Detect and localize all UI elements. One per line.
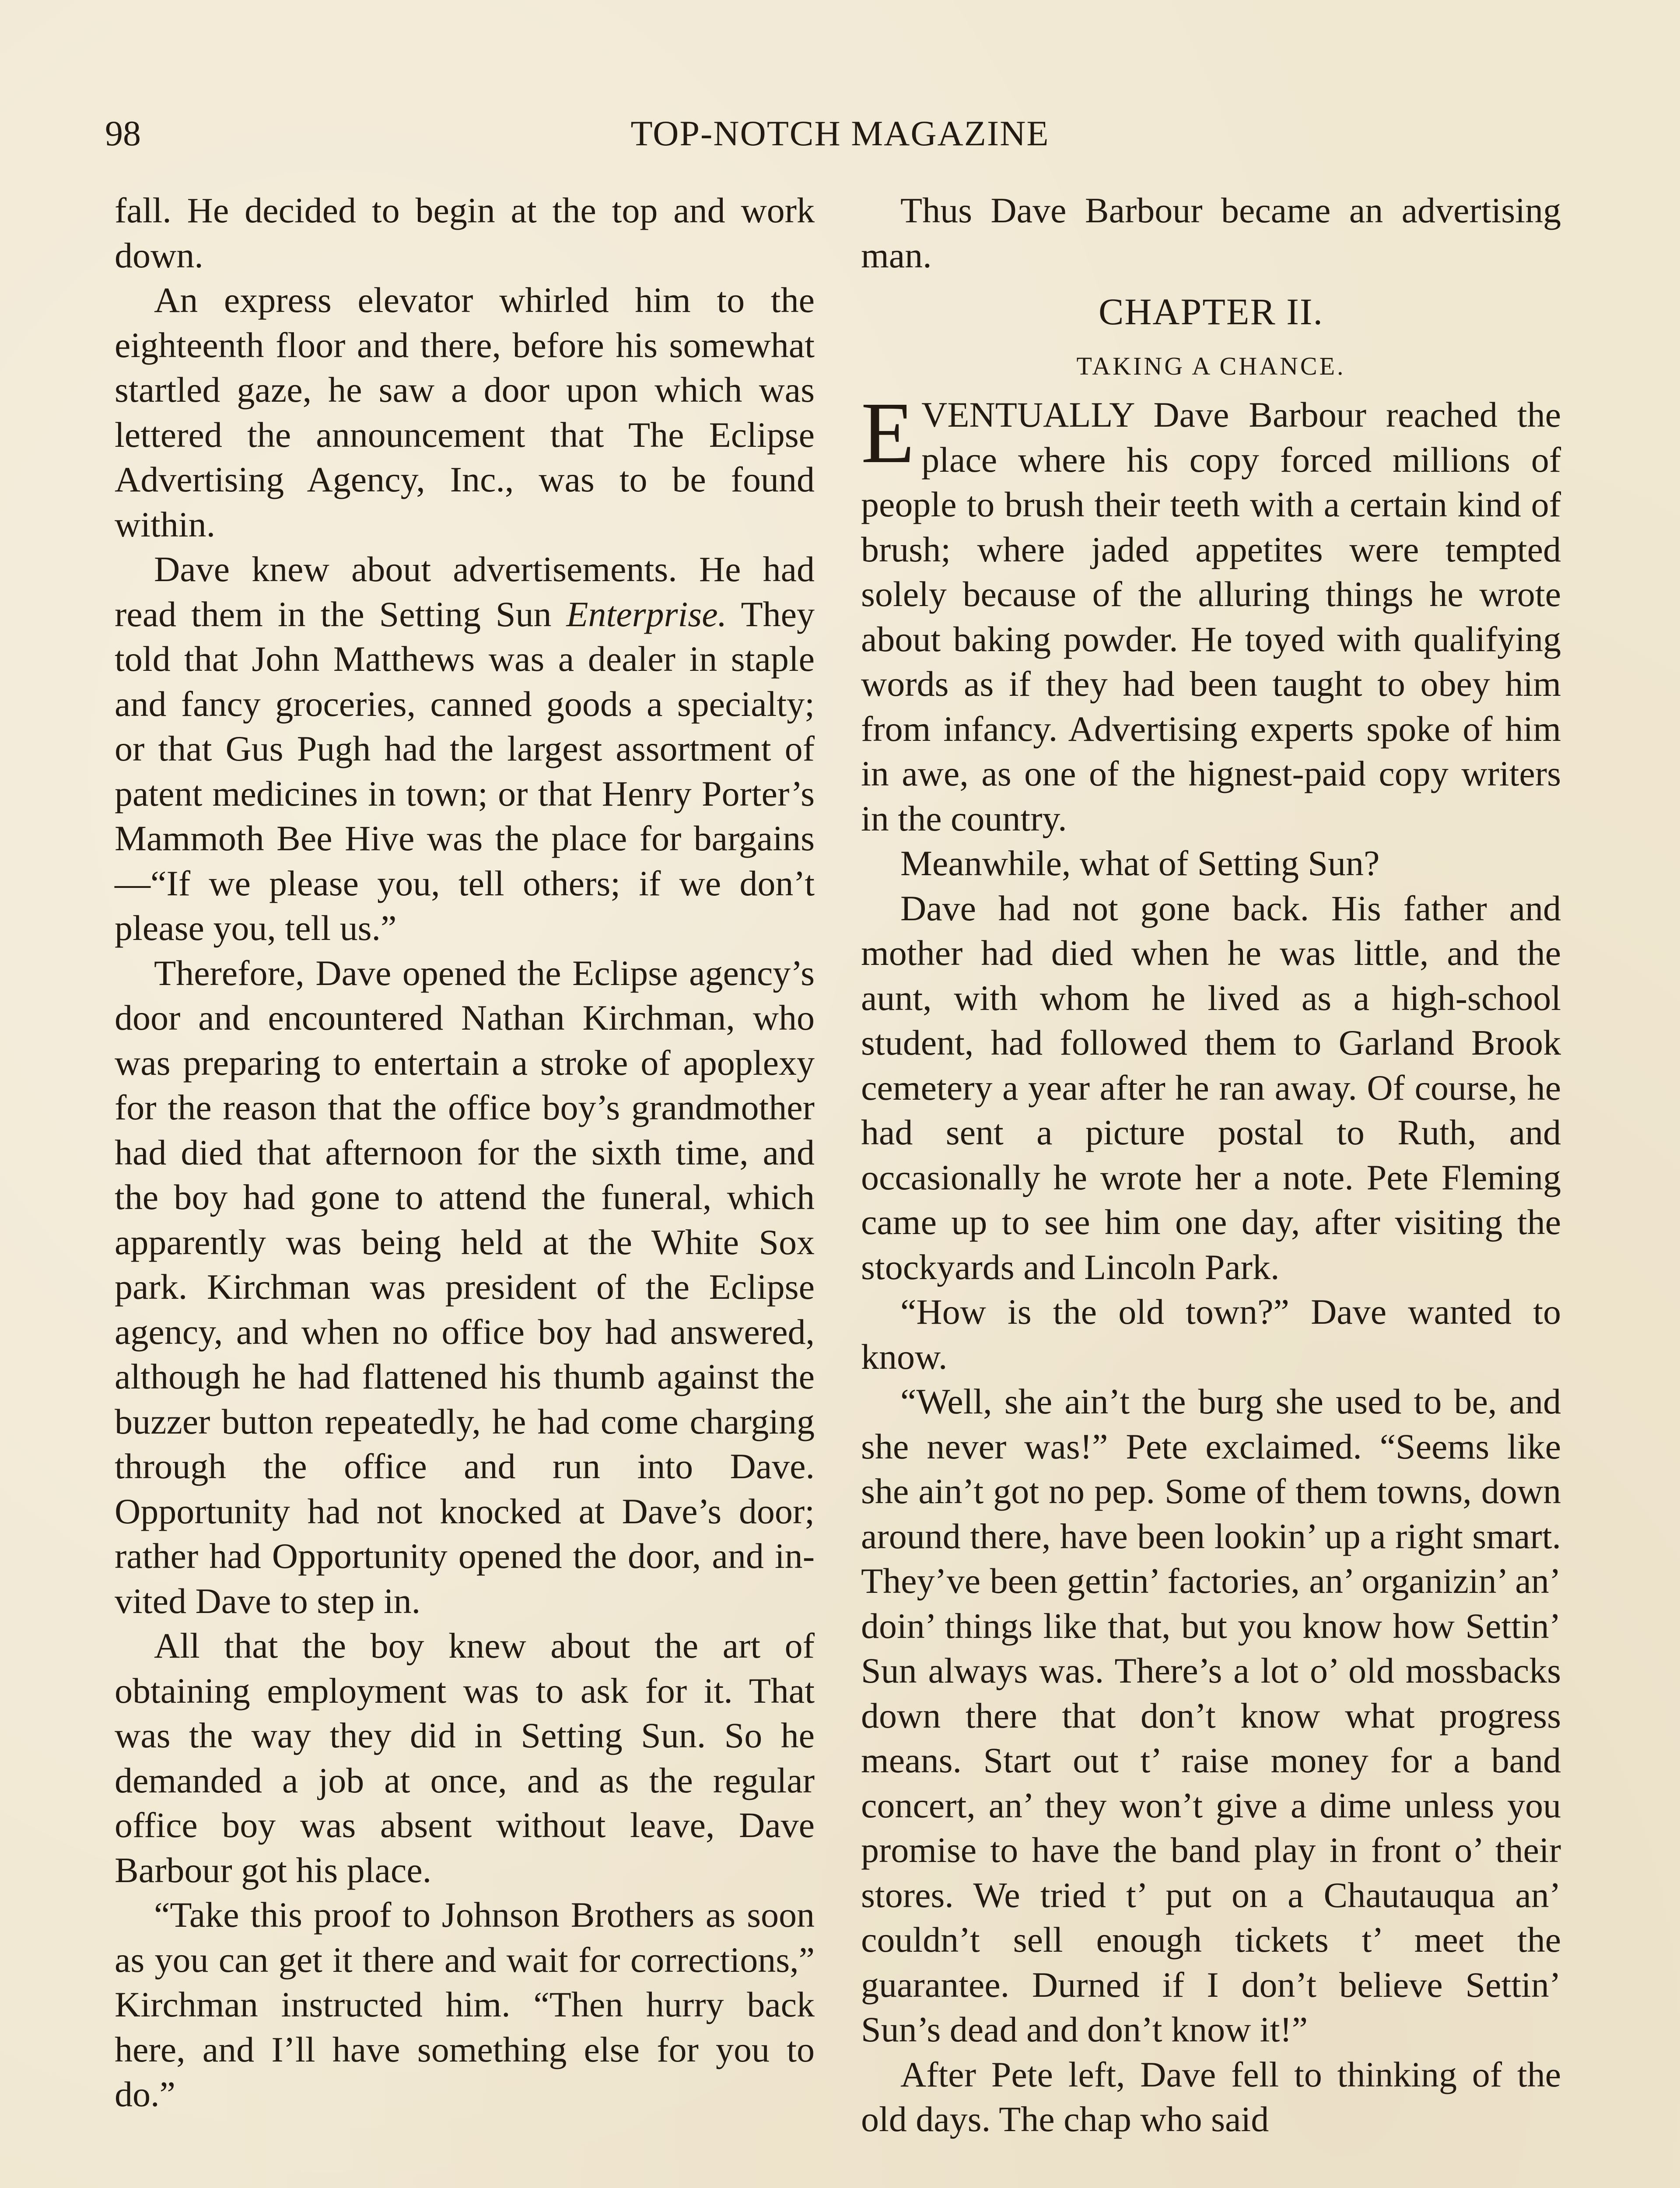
paragraph: “Take this proof to Johnson Brothers as soon as you can get it there and wait for corrections,” Kirchman instructed him. “Then hurry back here, and I’ll have something else for you to do.” <box>115 1895 815 2114</box>
paragraph-text: They told that John Matthews was a dealer in staple and fancy groceries, canned goods a specialty; or that Gus Pugh had the largest assortment of patent medicines in town; or that Henry Porter’s Mammoth Bee Hive was the place for bargains—“If we please you, tell others; if we don’t please you, tell us.” <box>115 594 815 948</box>
right-column <box>861 188 1561 2142</box>
paragraph: Meanwhile, what of Setting Sun? <box>900 843 1380 883</box>
chapter-title: CHAPTER II. <box>1098 291 1324 333</box>
chapter-subtitle: TAKING A CHANCE. <box>1076 352 1346 380</box>
paragraph: Thus Dave Barbour became an advertising man. <box>861 190 1561 275</box>
paragraph: All that the boy knew about the art of obtaining employment was to ask for it. That was the way they did in Setting Sun. So he demanded a job at once, and as the regular office boy was absent without leave, Dave Barbour got his place. <box>115 1626 815 1890</box>
magazine-title: TOP-NOTCH MAGAZINE <box>630 113 1050 153</box>
drop-cap: E <box>861 385 915 481</box>
left-column <box>115 188 815 2117</box>
paragraph <box>861 385 1561 841</box>
paragraph: Therefore, Dave opened the Eclipse agency’s door and encountered Nathan Kirchman, who was preparing to entertain a stroke of apoplexy for the reason that the office boy’s grandmother had died that afternoon for the sixth time, and the boy had gone to attend the funeral, which apparently was being held at the White Sox park. Kirchman was president of the Eclipse agency, and when no office boy had answered, although he had flattened his thumb against the buzzer button repeatedly, he had come charging through the office and run into Dave. Opportunity had not knocked at Dave’s door; rather had Opportunity opened the door, and invited Dave to step in. <box>115 953 815 1621</box>
paragraph: After Pete left, Dave fell to thinking of the old days. The chap who said <box>861 2054 1561 2139</box>
paragraph: fall. He decided to begin at the top and work down. <box>115 190 815 275</box>
paragraph: “How is the old town?” Dave wanted to know. <box>861 1292 1561 1377</box>
paragraph-text: VENTUALLY Dave Barbour reached the place where his copy forced millions of people to brush their teeth with a certain kind of brush; where jaded appetites were tempted solely because of the alluring things he wrote about baking powder. He toyed with qualifying words as if they had been taught to obey him from infancy. Advertising experts spoke of him in awe, as one of the hignest-paid copy writers in the country. <box>861 395 1561 838</box>
paragraph-text: Dave knew about advertisements. He had read them in the Setting Sun <box>115 549 815 634</box>
paragraph: Dave had not gone back. His father and mother had died when he was little, and the aunt, with whom he lived as a high-school student, had followed them to Garland Brook cemetery a year after he ran away. Of course, he had sent a picture postal to Ruth, and occasionally he wrote her a note. Pete Fleming came up to see him one day, after visiting the stockyards and Lincoln Park. <box>861 888 1561 1287</box>
page-header <box>105 109 1575 158</box>
paragraph <box>115 547 815 951</box>
paragraph: “Well, she ain’t the burg she used to be, and she never was!” Pete exclaimed. “Seems like she ain’t got no pep. Some of them towns, down around there, have been lookin’ up a right smart. They’ve been gettin’ factories, an’ organizin’ an’ doin’ things like that, but you know how Settin’ Sun always was. There’s a lot o’ old mossbacks down there that don’t know what progress means. Start out t’ raise money for a band concert, an’ they won’t give a dime unless you promise to have the band play in front o’ their stores. We tried t’ put on a Chautauqua an’ couldn’t sell enough tickets t’ meet the guarantee. Durned if I don’t believe Settin’ Sun’s dead and don’t know it!” <box>861 1382 1561 2049</box>
page-number: 98 <box>105 113 141 153</box>
paragraph: An express elevator whirled him to the eighteenth floor and there, before his somewhat startled gaze, he saw a door upon which was lettered the announcement that The Eclipse Advertising Agency, Inc., was to be found within. <box>115 280 815 544</box>
newspaper-name: Enterprise. <box>566 594 727 634</box>
